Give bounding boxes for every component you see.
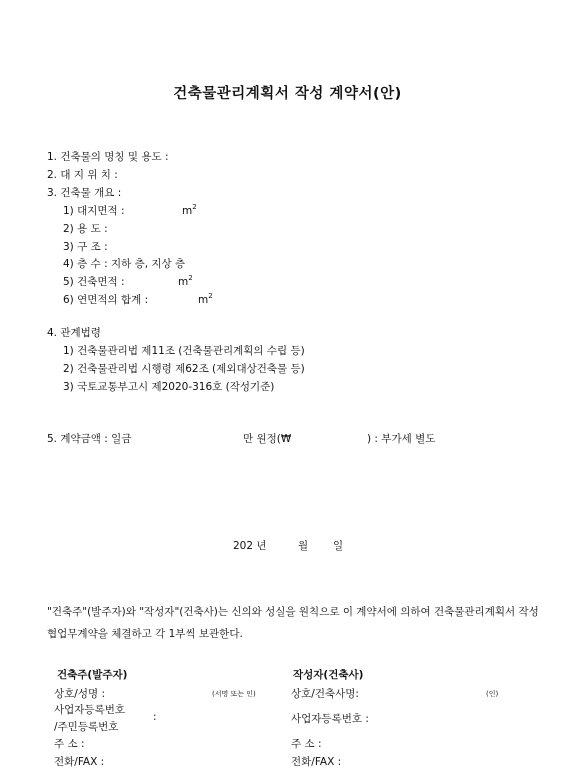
building-area-label: 5) 건축면적 : <box>63 276 125 288</box>
section-2: 2. 대 지 위 치 : <box>47 169 118 181</box>
writer-name-label: 상호/건축사명: <box>291 688 359 700</box>
law-item: 1) 건축물관리법 제11조 (건축물관리계획의 수립 등) <box>63 345 305 357</box>
total-floor-area-unit: $m^2$ <box>198 292 213 306</box>
date-year: 202 년 <box>233 540 267 552</box>
total-floor-area-label: 6) 연면적의 합계 : <box>63 294 149 306</box>
floors-label: 4) 층 수 : 지하 층, 지상 층 <box>63 258 186 270</box>
writer-heading: 작성자(건축사) <box>293 669 364 681</box>
owner-reg-label-1: 사업자등록번호 <box>54 704 126 716</box>
document-title: 건축물관리계획서 작성 계약서(안) <box>173 86 402 102</box>
section-1: 1. 건축물의 명칭 및 용도 : <box>47 151 169 163</box>
date-month: 월 <box>298 540 309 552</box>
section-3: 3. 건축물 개요 : <box>47 187 122 199</box>
writer-reg-label: 사업자등록번호 : <box>291 713 369 725</box>
owner-name-label: 상호/성명 : <box>54 688 105 700</box>
building-area-unit: $m^2$ <box>178 274 193 288</box>
writer-phone-label: 전화/FAX : <box>291 756 342 768</box>
owner-heading: 건축주(발주자) <box>57 669 128 681</box>
structure-label: 3) 구 조 : <box>63 241 108 253</box>
law-item: 3) 국토교통부고시 제2020-316호 (작성기준) <box>63 381 275 393</box>
section-5-vat: ) : 부가세 별도 <box>367 433 436 445</box>
writer-seal: (인) <box>486 690 499 698</box>
section-4: 4. 관계법령 <box>47 327 101 339</box>
agreement-paragraph: "건축주"(발주자)와 "작성자"(건축사)는 신의와 성실을 원칙으로 이 계약서에 의하여 건축물관리계획서 작성 협업무계약을 체결하고 각 1부씩 보관한다. <box>47 606 539 640</box>
owner-address-label: 주 소 : <box>54 738 85 750</box>
owner-phone-label: 전화/FAX : <box>54 756 105 768</box>
owner-reg-colon: : <box>153 711 157 723</box>
owner-reg-label-2: /주민등록번호 <box>54 721 119 733</box>
owner-seal: (서명 또는 인) <box>212 690 256 698</box>
writer-address-label: 주 소 : <box>291 738 322 750</box>
law-item: 2) 건축물관리법 시행령 제62조 (제외대상건축물 등) <box>63 363 305 375</box>
date-day: 일 <box>333 540 344 552</box>
section-5-won: 만 원정(₩ <box>243 433 292 445</box>
site-area-unit: $m^2$ <box>182 203 197 217</box>
section-5-label: 5. 계약금액 : 일금 <box>47 433 132 445</box>
use-label: 2) 용 도 : <box>63 223 108 235</box>
site-area-label: 1) 대지면적 : <box>63 205 125 217</box>
